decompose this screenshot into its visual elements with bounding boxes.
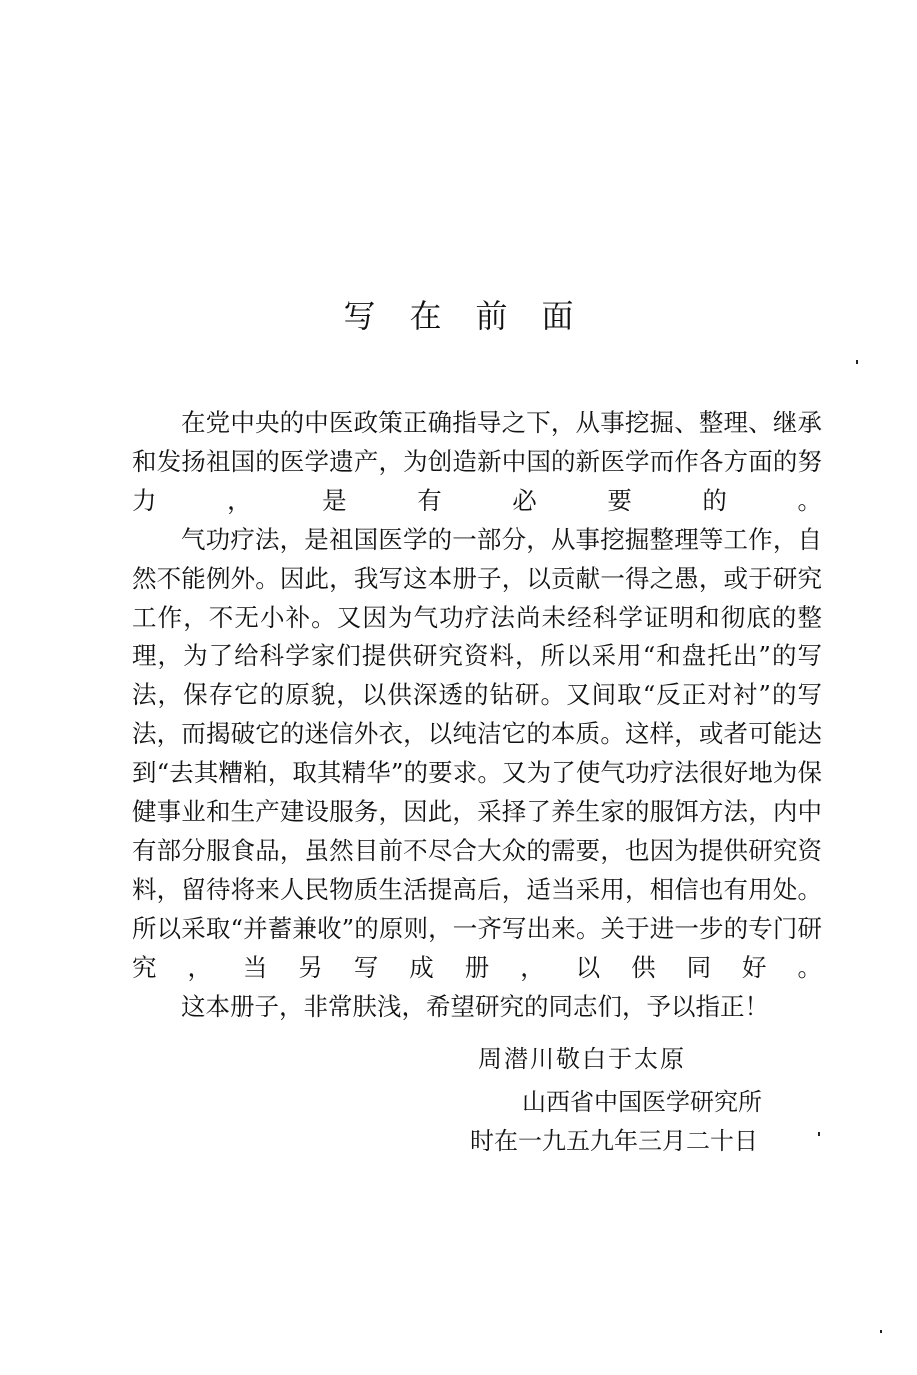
scan-speck bbox=[880, 1330, 882, 1333]
paragraph-1: 在党中央的中医政策正确指导之下，从事挖掘、整理、继承和发扬祖国的医学遗产，为创造新中国的新医学而作各方面的努力，是有必要的。 bbox=[132, 408, 822, 515]
signature-author: 周潜川敬白于太原 bbox=[478, 1045, 686, 1073]
signature-institution: 山西省中国医学研究所 bbox=[522, 1088, 762, 1116]
paragraph-3: 这本册子，非常肤浅，希望研究的同志们，予以指正！ bbox=[181, 991, 769, 1021]
paragraph-2: 气功疗法，是祖国医学的一部分，从事挖掘整理等工作，自然不能例外。因此，我写这本册子，以贡献一得之愚，或于研究工作，不无小补。又因为气功疗法尚未经科学证明和彻底的整理，为了给科学家们提供研究资料，所以采用“和盘托出”的写法，保存它的原貌，以供深透的钻研。又间取“反正对衬”的写法，而揭破它的迷信外衣，以纯洁它的本质。这样，或者可能达到“去其糟粕，取其精华”的要求。又为了使气功疗法很好地为保健事业和生产建设服务，因此，采择了养生家的服饵方法，内中有部分服食品，虽然目前不尽合大众的需要，也因为提供研究资料，留待将来人民物质生活提高后，适当采用，相信也有用处。所以采取“并蓄兼收”的原则，一齐写出来。关于进一步的专门研究，当另写成册，以供同好。 bbox=[132, 524, 822, 982]
preface-body bbox=[132, 404, 822, 1027]
scan-speck bbox=[818, 1132, 820, 1136]
signature-date: 时在一九五九年三月二十日 bbox=[470, 1127, 758, 1155]
page-title: 写在前面 bbox=[343, 297, 608, 335]
scan-speck bbox=[856, 360, 858, 364]
